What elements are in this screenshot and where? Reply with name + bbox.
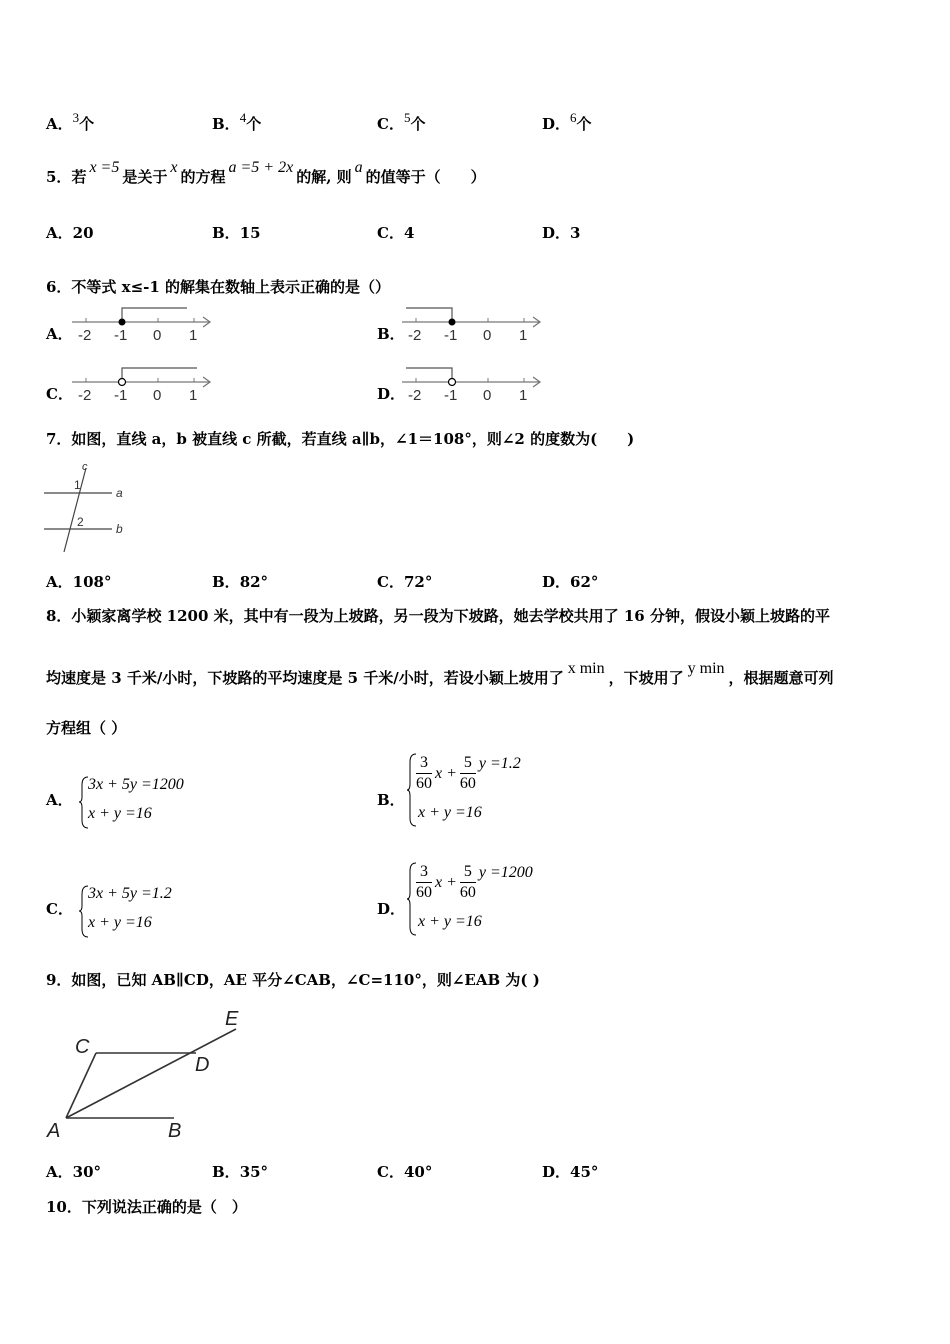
svg-text:E: E [225, 1008, 239, 1030]
svg-text:-1: -1 [114, 387, 128, 404]
q6-numberline-d [400, 362, 550, 407]
svg-text:C: C [75, 1036, 90, 1058]
svg-text:-2: -2 [408, 327, 422, 344]
svg-text:1: 1 [74, 478, 81, 492]
q8-option-c-eq2: x + y =16 [88, 914, 152, 931]
q5-option-b: B．15 [212, 224, 261, 242]
svg-text:1: 1 [189, 327, 198, 344]
q6-option-c-label: C． [46, 385, 73, 403]
svg-text:c: c [82, 461, 88, 473]
svg-text:D: D [195, 1054, 210, 1076]
q5-option-c: C．4 [377, 224, 415, 242]
q6-question: 6．不等式 x≤-1 的解集在数轴上表示正确的是（） [46, 278, 391, 296]
svg-text:-2: -2 [408, 387, 422, 404]
svg-text:1: 1 [519, 387, 528, 404]
q10-question: 10．下列说法正确的是（ ） [46, 1198, 247, 1216]
q8-option-b-eq2: x + y =16 [418, 804, 482, 821]
q5-question: 5．若x =5是关于x的方程a =5 + 2x的解, 则a的值等于（ ） [46, 159, 486, 186]
q4-option-c: C．$^5$个 [377, 110, 426, 133]
q6-numberline-c [70, 362, 220, 407]
svg-text:2: 2 [77, 515, 84, 529]
q9-option-d: D．45° [542, 1163, 599, 1181]
q7-question: 7．如图，直线 a，b 被直线 c 所截，若直线 a∥b，∠1＝108°，则∠2 的度数为( ) [46, 430, 635, 448]
q8-option-c-eq1: 3x + 5y =1.2 [88, 885, 172, 902]
q4-option-a-value: 3 [72, 110, 80, 125]
q5-option-d: D．3 [542, 224, 581, 242]
q8-line2: 均速度是 3 千米/小时，下坡路的平均速度是 5 千米/小时，若设小颖上坡用了x min，下坡用了y min，根据题意可列 [46, 660, 834, 687]
svg-text:0: 0 [483, 387, 492, 404]
svg-text:-2: -2 [78, 387, 92, 404]
q6-numberline-a [70, 302, 220, 347]
q5-option-a: A．20 [46, 224, 94, 242]
solid-dot-icon [449, 319, 456, 326]
svg-text:0: 0 [153, 327, 162, 344]
q8-option-d-eq1: $\frac{3}{60}$ x + $\frac{5}{60}$ y =1200 [416, 863, 533, 901]
svg-text:-1: -1 [114, 327, 128, 344]
q8-line1: 8．小颖家离学校 1200 米，其中有一段为上坡路，另一段为下坡路，她去学校共用了 16 分钟，假设小颖上坡路的平 [46, 607, 830, 625]
q7-option-b: B．82° [212, 573, 269, 591]
q4-option-d: D．$^6$个 [542, 110, 592, 133]
solid-dot-icon [119, 319, 126, 326]
q9-figure [44, 1005, 254, 1145]
svg-text:B: B [168, 1120, 182, 1142]
q7-figure [44, 460, 144, 555]
q9-option-a: A．30° [46, 1163, 102, 1181]
q8-option-d-label: D． [377, 900, 406, 918]
svg-text:-2: -2 [78, 327, 92, 344]
q8-option-a-eq1: 3x + 5y =1200 [88, 776, 184, 793]
q4-option-b: B．$^4$个 [212, 110, 262, 133]
q8-option-a-label: A． [46, 791, 73, 809]
q6-option-b-label: B． [377, 325, 405, 343]
svg-text:-1: -1 [444, 327, 458, 344]
q4-option-c-value: 5 [403, 110, 411, 125]
q9-option-c: C．40° [377, 1163, 433, 1181]
q8-line3: 方程组（ ） [46, 719, 127, 737]
q9-question: 9．如图，已知 AB∥CD，AE 平分∠CAB，∠C=110°，则∠EAB 为( ) [46, 971, 540, 989]
q8-option-d-eq2: x + y =16 [418, 913, 482, 930]
hollow-dot-icon [449, 379, 456, 386]
q7-option-d: D．62° [542, 573, 599, 591]
q4-option-b-value: 4 [239, 110, 247, 125]
svg-text:1: 1 [189, 387, 198, 404]
svg-text:a: a [116, 486, 123, 500]
q8-option-b-eq1: $\frac{3}{60}$ x + $\frac{5}{60}$ y =1.2 [416, 754, 521, 792]
q9-option-b: B．35° [212, 1163, 269, 1181]
svg-text:1: 1 [519, 327, 528, 344]
q6-option-a-label: A． [46, 325, 73, 343]
hollow-dot-icon [119, 379, 126, 386]
q8-option-c-label: C． [46, 900, 73, 918]
q8-option-a-eq2: x + y =16 [88, 805, 152, 822]
q6-option-d-label: D． [377, 385, 406, 403]
q4-option-d-value: 6 [570, 110, 577, 125]
q7-option-c: C．72° [377, 573, 433, 591]
svg-text:0: 0 [153, 387, 162, 404]
q6-numberline-b [400, 302, 550, 347]
svg-text:0: 0 [483, 327, 492, 344]
svg-text:b: b [116, 522, 123, 536]
svg-text:-1: -1 [444, 387, 458, 404]
q7-option-a: A．108° [46, 573, 112, 591]
q4-option-a: A．$^3$个 [46, 110, 95, 133]
svg-text:A: A [47, 1120, 61, 1142]
q8-option-b-label: B． [377, 791, 405, 809]
